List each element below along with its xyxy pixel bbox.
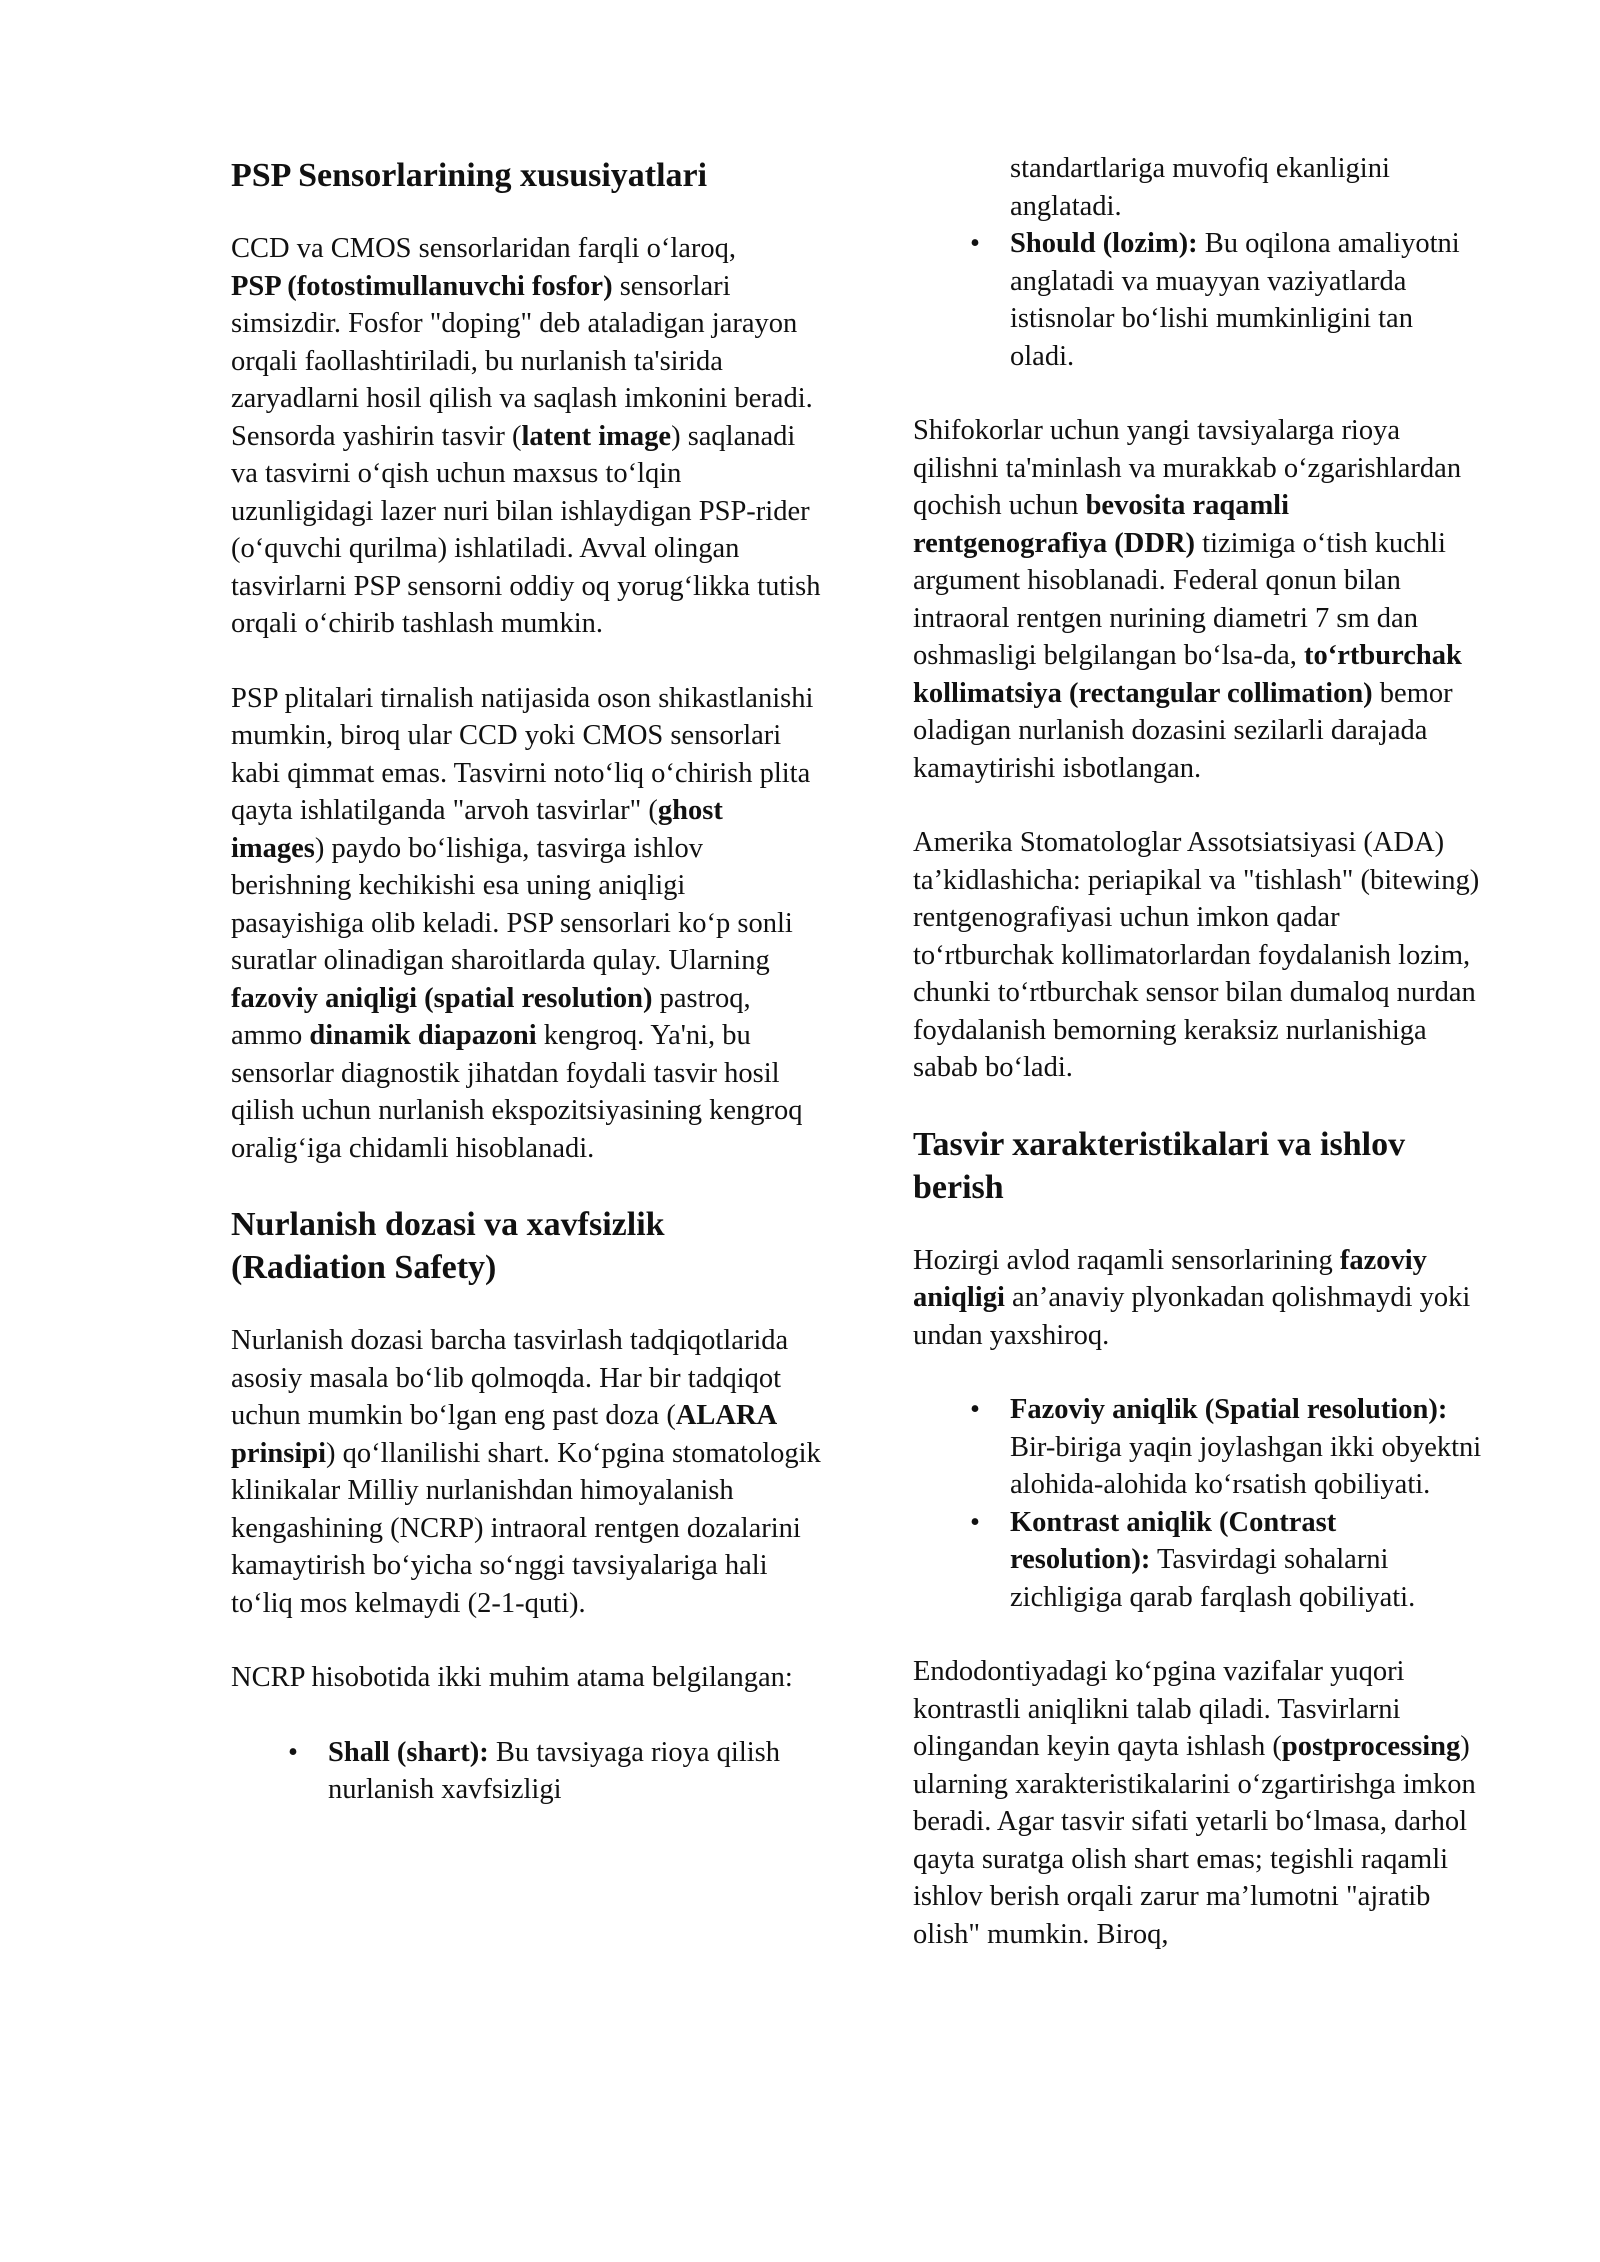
list-item — [913, 1391, 1483, 1504]
bold-term: fazoviy aniqligi (spatial resolution) — [231, 982, 653, 1014]
text: Endodontiyadagi ko‘pgina vazifalar yuqori kontrastli aniqlikni talab qiladi. Tasvirlarni olingandan keyin qayta ishlash ( — [913, 1656, 1405, 1762]
section-heading-psp: PSP Sensorlarining xususiyatlari — [231, 157, 708, 194]
text: sensorlari simsizdir. Fosfor "doping" deb ataladigan jarayon orqali faollashtiriladi, bu nurlanish ta'sirida zaryadlarni hosil qilish va saqlash imkonini beradi. Sensorda yashirin tasvir ( — [231, 270, 813, 452]
paragraph-ncrp-terms: NCRP hisobotida ikki muhim atama belgilangan: — [231, 1662, 793, 1693]
bullet-icon: • — [288, 1736, 298, 1768]
text: Nurlanish dozasi barcha tasvirlash tadqiqotlarida asosiy masala bo‘lib qolmoqda. Har bir tadqiqot uchun mumkin bo‘lgan eng past doza ( — [231, 1325, 789, 1431]
resolution-list — [913, 1391, 1483, 1616]
text: Bu tavsiyaga rioya qilish nurlanish xavfsizligi — [328, 1736, 781, 1805]
paragraph-ada: Amerika Stomatologlar Assotsiatsiyasi (ADA) ta’kidlashicha: periapikal va "tishlash" (bitewing) rentgenografiyasi uchun imkon qadar to‘rtburchak kollimatorlardan foydalanish lozim, chunki to‘rtburchak sensor bilan dumaloq nurdan foydalanish bemorning keraksiz nurlanishiga sabab bo‘ladi. — [913, 827, 1480, 1083]
bold-term: latent image — [521, 420, 672, 452]
bold-term: postprocessing — [1281, 1731, 1461, 1762]
bullet-icon: • — [970, 1506, 980, 1538]
bold-term: Shall (shart): — [328, 1736, 489, 1768]
list-item-continuation: standartlariga muvofiq ekanligini anglatadi. — [1010, 153, 1390, 222]
bold-term: Should (lozim): — [1010, 228, 1198, 259]
paragraph-ddr — [913, 412, 1483, 787]
bold-term: to‘rtburchak kollimatsiya (rectangular collimation) — [913, 640, 1462, 709]
right-column — [913, 150, 1483, 1953]
text: ) ularning xarakteristikalarini o‘zgartirishga imkon beradi. Agar tasvir sifati yetarli bo‘lmasa, darhol qayta suratga olish shart emas; tegishli raqamli ishlov berish orqali zarur ma’lumotni "ajratib olish" mumkin. Biroq, — [913, 1731, 1476, 1950]
bold-term: ALARA prinsipi — [231, 1400, 776, 1469]
paragraph-psp-intro — [231, 230, 821, 643]
ncrp-term-list-continued — [913, 225, 1483, 375]
text: tizimiga o‘tish kuchli argument hisoblanadi. Federal qonun bilan intraoral rentgen nurining diametri 7 sm dan oshmasligi belgilangan bo‘lsa-da, — [913, 527, 1446, 671]
text: ) qo‘llanilishi shart. Ko‘pgina stomatologik klinikalar Milliy nurlanishdan himoyalanish kengashining (NCRP) intraoral rentgen dozalarini kamaytirish bo‘yicha so‘nggi tavsiyalariga hali to‘liq mos kelmaydi (2-1-quti). — [231, 1437, 821, 1619]
text: Tasvirdagi sohalarni zichligiga qarab farqlash qobiliyati. — [1010, 1544, 1416, 1613]
text: Shifokorlar uchun yangi tavsiyalarga rioya qilishni ta'minlash va murakkab o‘zgarishlardan qochish uchun — [913, 415, 1462, 521]
list-item — [913, 1504, 1483, 1617]
left-column — [231, 150, 821, 1809]
text: ) saqlanadi va tasvirni o‘qish uchun maxsus to‘lqin uzunligidagi lazer nuri bilan ishlaydigan PSP-rider (o‘quvchi qurilma) ishlatiladi. Avval olingan tasvirlarni PSP sensorni oddiy oq yorug‘likka tutish orqali o‘chirib tashlash mumkin. — [231, 420, 821, 639]
bullet-icon: • — [970, 1394, 980, 1425]
text: Bu oqilona amaliyotni anglatadi va muayyan vaziyatlarda istisnolar bo‘lishi mumkinligini tan oladi. — [1010, 228, 1460, 372]
bold-term: Fazoviy aniqlik (Spatial resolution): — [1010, 1394, 1448, 1425]
bold-term: dinamik diapazoni — [309, 1020, 537, 1051]
text: pastroq, ammo — [231, 982, 751, 1051]
bold-term: ghost images — [231, 795, 723, 864]
bold-term: bevosita raqamli rentgenografiya (DDR) — [913, 490, 1290, 559]
text: bemor oladigan nurlanish dozasini sezilarli darajada kamaytirishi isbotlangan. — [913, 677, 1453, 784]
text: an’anaviy plyonkadan qolishmaydi yoki undan yaxshiroq. — [913, 1282, 1471, 1351]
text: Hozirgi avlod raqamli sensorlarining — [913, 1244, 1340, 1276]
text: CCD va CMOS sensorlaridan farqli o‘laroq, — [231, 233, 736, 264]
text: PSP plitalari tirnalish natijasida oson shikastlanishi mumkin, biroq ular CCD yoki CMOS sensorlari kabi qimmat emas. Tasvirni noto‘liq o‘chirish plita qayta ishlatilganda "arvoh tasvirlar" ( — [231, 682, 814, 826]
list-item — [913, 225, 1483, 375]
section-heading-radiation: Nurlanish dozasi va xavfsizlik (Radiation Safety) — [231, 1206, 665, 1286]
section-heading-image-characteristics: Tasvir xarakteristikalari va ishlov berish — [913, 1125, 1406, 1206]
list-item — [231, 1734, 821, 1809]
bold-term: fazoviy aniqligi — [913, 1244, 1427, 1313]
text: kengroq. Ya'ni, bu sensorlar diagnostik jihatdan foydali tasvir hosil qilish uchun nurlanish ekspozitsiyasining kengroq oralig‘iga chidamli hisoblanadi. — [231, 1020, 803, 1164]
bullet-icon: • — [970, 228, 980, 259]
text: ) paydo bo‘lishiga, tasvirga ishlov berishning kechikishi esa uning aniqligi pasayishiga olib keladi. PSP sensorlari ko‘p sonli suratlar olinadigan sharoitlarda qulay. Ularning — [231, 832, 793, 976]
text: Bir-biriga yaqin joylashgan ikki obyektni alohida-alohida ko‘rsatish qobiliyati. — [1010, 1431, 1482, 1500]
paragraph-psp-plates — [231, 680, 821, 1168]
paragraph-endodontics — [913, 1653, 1483, 1953]
bold-term: Kontrast aniqlik (Contrast resolution): — [1010, 1506, 1337, 1575]
paragraph-radiation-dose — [231, 1322, 821, 1622]
ncrp-term-list — [231, 1734, 821, 1809]
paragraph-spatial-resolution — [913, 1242, 1483, 1355]
bold-term: PSP (fotostimullanuvchi fosfor) — [231, 270, 613, 302]
